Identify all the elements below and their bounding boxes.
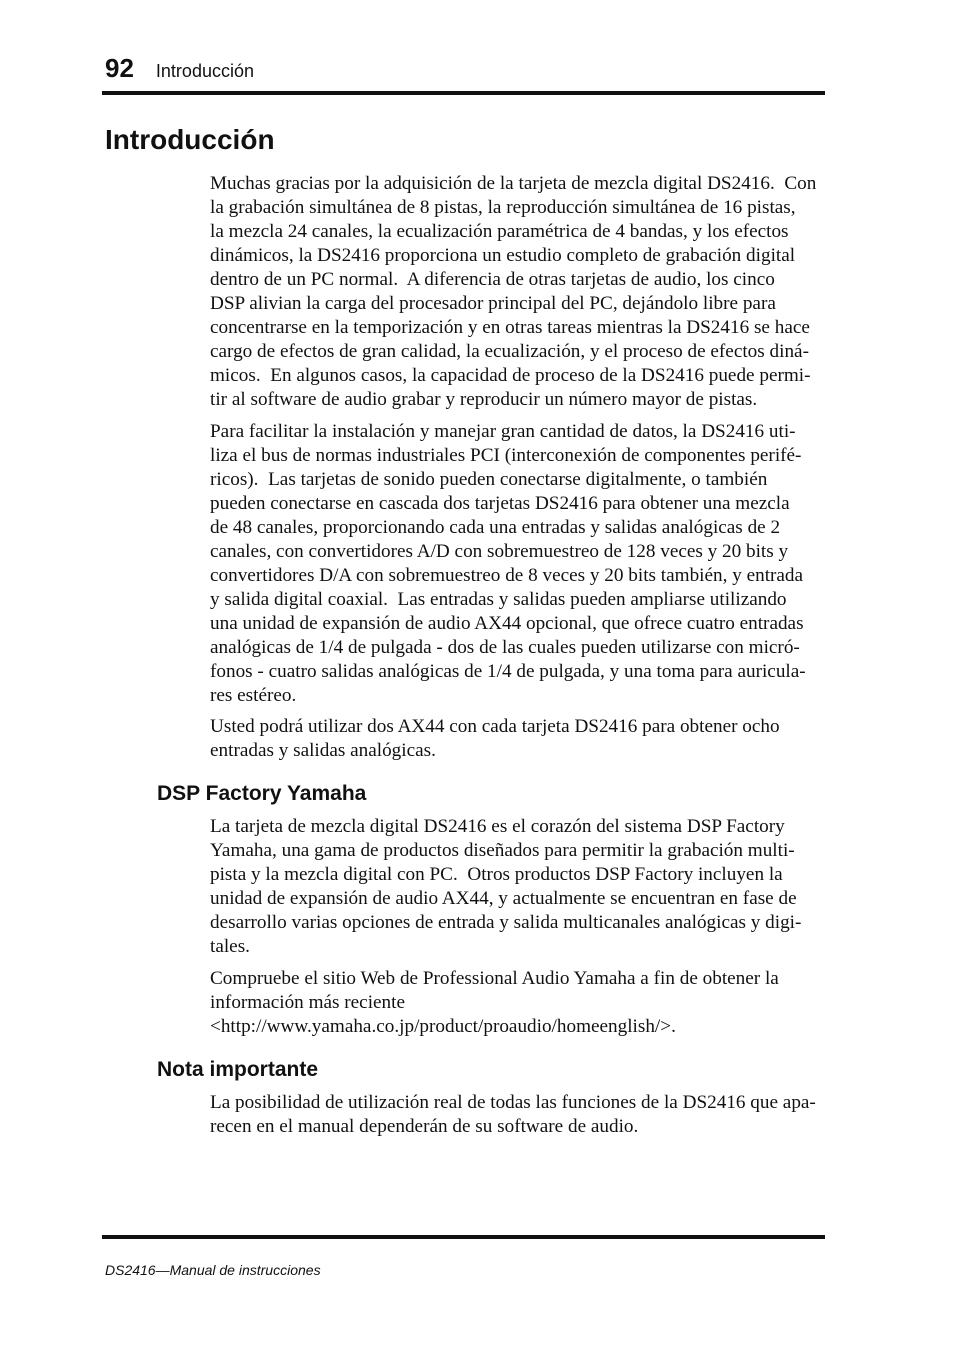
section-title: Introducción	[105, 124, 275, 155]
text-line: unidad de expansión de audio AX44, y actualmente se encuentran en fase de	[210, 888, 797, 909]
text-line: pueden conectarse en cascada dos tarjetas DS2416 para obtener una mezcla	[210, 493, 790, 514]
page-number: 92	[105, 53, 134, 83]
intro-paragraph-2	[210, 420, 850, 708]
text-line: tales.	[210, 936, 250, 957]
text-line: liza el bus de normas industriales PCI (interconexión de componentes perifé-	[210, 445, 802, 466]
text-line: la mezcla 24 canales, la ecualización paramétrica de 4 bandas, y los efectos	[210, 221, 789, 242]
text-line: La posibilidad de utilización real de todas las funciones de la DS2416 que apa-	[210, 1092, 816, 1113]
text-line: cargo de efectos de gran calidad, la ecualización, y el proceso de efectos diná-	[210, 341, 809, 362]
text-line: información más reciente	[210, 992, 405, 1013]
header-rule	[102, 91, 825, 95]
text-line: entradas y salidas analógicas.	[210, 740, 436, 761]
text-line: DSP alivian la carga del procesador principal del PC, dejándolo libre para	[210, 293, 776, 314]
text-line: Muchas gracias por la adquisición de la tarjeta de mezcla digital DS2416. Con	[210, 173, 817, 194]
text-line: dentro de un PC normal. A diferencia de otras tarjetas de audio, los cinco	[210, 269, 775, 290]
text-line: Para facilitar la instalación y manejar gran cantidad de datos, la DS2416 uti-	[210, 421, 796, 442]
text-line: Yamaha, una gama de productos diseñados para permitir la grabación multi-	[210, 840, 795, 861]
subsection-title-nota-importante: Nota importante	[157, 1058, 319, 1081]
text-line: fonos - cuatro salidas analógicas de 1/4 de pulgada, y una toma para auricula-	[210, 661, 806, 682]
nota-importante-paragraph	[210, 1091, 850, 1139]
text-line: una unidad de expansión de audio AX44 opcional, que ofrece cuatro entradas	[210, 613, 804, 634]
text-line: canales, con convertidores A/D con sobremuestreo de 128 veces y 20 bits y	[210, 541, 789, 562]
footer-rule	[102, 1235, 825, 1239]
intro-paragraph-1	[210, 172, 850, 412]
text-line: res estéreo.	[210, 685, 297, 706]
text-line: micos. En algunos casos, la capacidad de proceso de la DS2416 puede permi-	[210, 365, 811, 386]
footer-manual-title: DS2416—Manual de instrucciones	[105, 1262, 321, 1278]
text-line: tir al software de audio grabar y reproducir un número mayor de pistas.	[210, 389, 758, 410]
text-line: recen en el manual dependerán de su software de audio.	[210, 1116, 639, 1137]
text-line: Compruebe el sitio Web de Professional Audio Yamaha a fin de obtener la	[210, 968, 779, 989]
text-line: <http://www.yamaha.co.jp/product/proaudio/homeenglish/>.	[210, 1016, 676, 1037]
text-line: pista y la mezcla digital con PC. Otros productos DSP Factory incluyen la	[210, 864, 783, 885]
text-line: desarrollo varias opciones de entrada y salida multicanales analógicas y digi-	[210, 912, 802, 933]
dsp-factory-paragraph-1	[210, 815, 850, 959]
running-head: Introducción	[155, 61, 254, 81]
text-line: dinámicos, la DS2416 proporciona un estudio completo de grabación digital	[210, 245, 796, 266]
text-line: Usted podrá utilizar dos AX44 con cada tarjeta DS2416 para obtener ocho	[210, 716, 780, 737]
intro-paragraph-3	[210, 715, 850, 763]
text-line: y salida digital coaxial. Las entradas y salidas pueden ampliarse utilizando	[210, 589, 787, 610]
text-line: concentrarse en la temporización y en otras tareas mientras la DS2416 se hace	[210, 317, 810, 338]
subsection-title-dsp-factory: DSP Factory Yamaha	[157, 782, 367, 805]
text-line: convertidores D/A con sobremuestreo de 8 veces y 20 bits también, y entrada	[210, 565, 804, 586]
text-line: La tarjeta de mezcla digital DS2416 es el corazón del sistema DSP Factory	[210, 816, 785, 837]
text-line: de 48 canales, proporcionando cada una entradas y salidas analógicas de 2	[210, 517, 781, 538]
text-line: analógicas de 1/4 de pulgada - dos de las cuales pueden utilizarse con micró-	[210, 637, 800, 658]
page-header	[105, 53, 254, 86]
dsp-factory-paragraph-2	[210, 967, 850, 1039]
text-line: ricos). Las tarjetas de sonido pueden conectarse digitalmente, o también	[210, 469, 768, 490]
text-line: la grabación simultánea de 8 pistas, la reproducción simultánea de 16 pistas,	[210, 197, 796, 218]
